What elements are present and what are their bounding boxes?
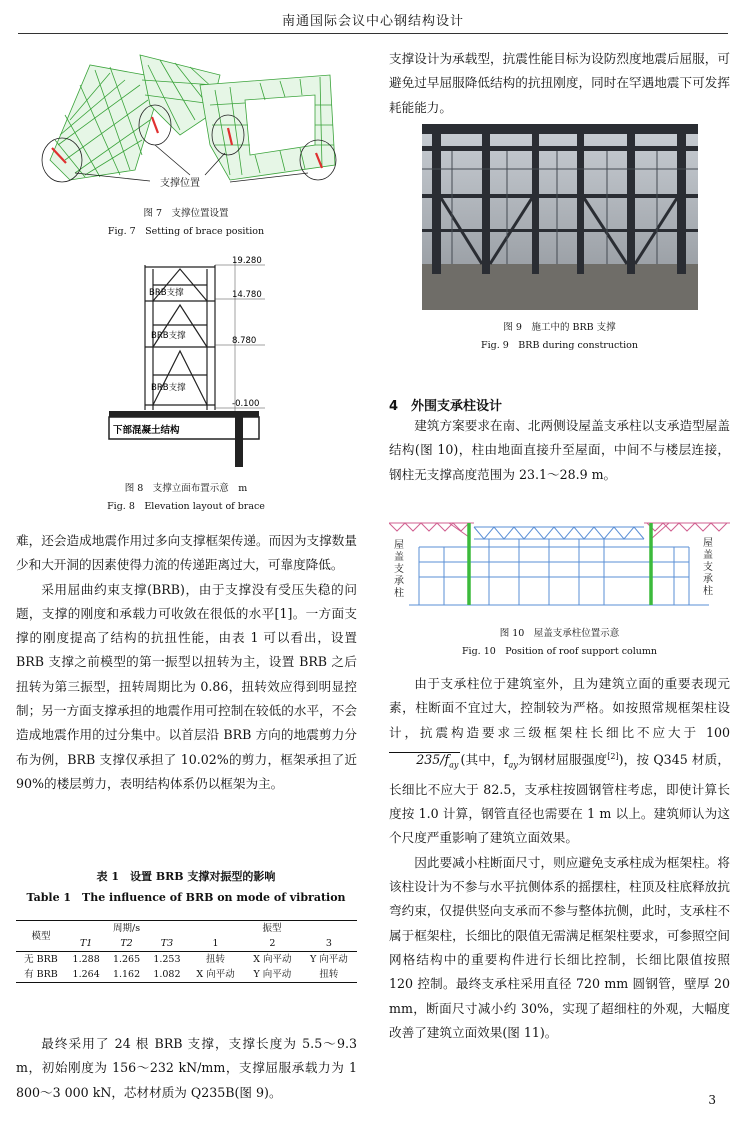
right-paragraph-2: 由于支承柱位于建筑室外，且为建筑立面的重要表现元素，柱断面不宜过大，控制较为严格。如按照常规框架柱设计，抗震构造要求三级框架柱长细比不应大于 100 $235/f_{ay}$ (其中，$f_{ay}$为钢材屈服强度[2])，按 Q345 材质，长细比不应大于 82.5，支承柱按圆钢管柱考虑，即使计算长度按 1.0 计算，钢管直径也需要在 1 m 以上。建筑师认为这个尺度严重影响了建筑立面效果。 <box>389 676 731 846</box>
fig8-caption-en: Fig. 8 Elevation layout of brace <box>107 501 265 512</box>
th-m2: 2 <box>244 936 301 952</box>
th-m3: 3 <box>301 936 357 952</box>
table1 <box>16 920 357 983</box>
fig7-caption <box>16 205 356 241</box>
fig10-right-label: 屋盖支承柱 <box>703 538 713 597</box>
fig10-caption-en: Fig. 10 Position of roof support column <box>461 646 658 657</box>
th-t2: T2 <box>106 936 146 952</box>
fig9-caption <box>389 319 730 355</box>
fig8-caption-cn: 图 8 支撑立面布置示意 m <box>124 483 248 494</box>
page-number: 3 <box>708 1093 716 1107</box>
fig10-caption <box>389 625 730 661</box>
fig9-caption-en: Fig. 9 BRB during construction <box>481 340 638 351</box>
left-paragraph-3: 最终采用了 24 根 BRB 支撑，支撑长度为 5.5～9.3 m，初始刚度为 156～232 kN/mm，支撑屈服承载力为 1 800～3 000 kN，芯材材质为 Q235B(图 9)。 <box>16 1036 357 1100</box>
right-paragraph-0: 支撑设计为承载型，抗震性能目标为设防烈度地震后屈服，可避免过早屈服降低结构的抗扭刚度，同时在罕遇地震下可发挥耗能能力。 <box>389 51 730 115</box>
fig8-elevation-drawing <box>105 255 275 475</box>
fig9-caption-cn: 图 9 施工中的 BRB 支撑 <box>503 322 616 333</box>
th-m1: 1 <box>187 936 244 952</box>
th-t3: T3 <box>147 936 187 952</box>
header-rule <box>18 33 728 34</box>
left-column-text-top <box>16 529 357 796</box>
brb-label-2: BRB支撑 <box>151 331 186 341</box>
brb-label-3: BRB支撑 <box>151 383 186 393</box>
base-label: 下部混凝土结构 <box>113 425 180 436</box>
fig10-left-label: 屋盖支承柱 <box>394 540 404 599</box>
th-model: 模型 <box>16 921 66 952</box>
right-column-text-top <box>389 47 730 120</box>
section-4-heading: 4 外围支承柱设计 <box>389 399 503 414</box>
th-mode: 振型 <box>187 921 357 937</box>
elev-19280: 19.280 <box>232 256 262 266</box>
right-paragraph-3: 因此要减小柱断面尺寸，则应避免支承柱成为框架柱。将该柱设计为不参与水平抗侧体系的摇摆柱，柱顶及柱底释放抗弯约束，仅提供竖向支承而不参与整体抗侧，此时，支承柱不属于框架柱，长细比的限值无需满足框架柱要求，可参照空间网格结构中的重要构件进行长细比控制，长细比限值按照 120 控制。最终支承柱采用直径 720 mm 圆钢管，壁厚 20 mm，断面尺寸减小约 30%，实现了超细柱的外观，大幅度改善了建筑立面效果(图 11)。 <box>389 854 730 1040</box>
fig9-construction-photo <box>422 124 698 310</box>
table-row: 无 BRB 1.288 1.265 1.253 扭转 X 向平动 Y 向平动 <box>24 954 348 965</box>
fig10-caption-cn: 图 10 屋盖支承柱位置示意 <box>499 628 620 639</box>
brb-label-1: BRB支撑 <box>149 288 184 298</box>
th-t1: T1 <box>66 936 106 952</box>
fig10-elevation-drawing <box>389 517 730 609</box>
right-column-text-bottom <box>389 672 730 1045</box>
running-header: 南通国际会议中心钢结构设计 <box>281 14 464 29</box>
table1-title-en: Table 1 The influence of BRB on mode of vibration <box>26 891 346 904</box>
left-paragraph-1: 难，还会造成地震作用过多向支撑框架传递。而因为支撑数量少和大开洞的因素使得力流的传递距离过大，可靠度降低。 <box>16 533 357 573</box>
table1-title-cn: 表 1 设置 BRB 支撑对振型的影响 <box>96 870 276 883</box>
elev-14780: 14.780 <box>232 290 262 300</box>
fig7-plan-drawing <box>30 45 350 200</box>
fig7-caption-cn: 图 7 支撑位置设置 <box>143 208 229 219</box>
right-column-section4 <box>389 414 730 487</box>
left-paragraph-2: 采用屈曲约束支撑(BRB)，由于支撑没有受压失稳的问题，支撑的刚度和承载力可收敛在很低的水平[1]。一方面支撑的刚度提高了结构的抗扭性能，由表 1 可以看出，设置 BRB 支撑之前模型的第一振型以扭转为主，设置 BRB 之后扭转为第三振型，扭转周期比为 0.86，扭转效应得到明显控制；另一方面支撑承担的地震作用可控制在较低的水平，不会造成地震作用的过分集中。以首层沿 BRB 方向的地震剪力分布为例，BRB 支撑仅承担了 10.02%的剪力，框架承担了近 90%的楼层剪力，表明结构体系仍以框架为主。 <box>16 581 357 791</box>
fig7-label: 支撑位置 <box>160 178 200 189</box>
elev-minus0100: -0.100 <box>232 399 260 409</box>
th-period: 周期/s <box>66 921 187 937</box>
table-row: 有 BRB 1.264 1.162 1.082 X 向平动 Y 向平动 扭转 <box>16 967 357 983</box>
right-paragraph-1: 建筑方案要求在南、北两侧设屋盖支承柱以支承造型屋盖结构(图 10)，柱由地面直接升至屋面，中间不与楼层连接，钢柱无支撑高度范围为 23.1～28.9 m。 <box>389 418 730 482</box>
fig7-caption-en: Fig. 7 Setting of brace position <box>107 226 265 237</box>
elev-8780: 8.780 <box>232 336 257 346</box>
left-column-text-bottom <box>16 1032 357 1105</box>
fig8-caption <box>16 480 356 516</box>
sqrt-expression: $235/f_{ay}$ <box>389 752 460 773</box>
